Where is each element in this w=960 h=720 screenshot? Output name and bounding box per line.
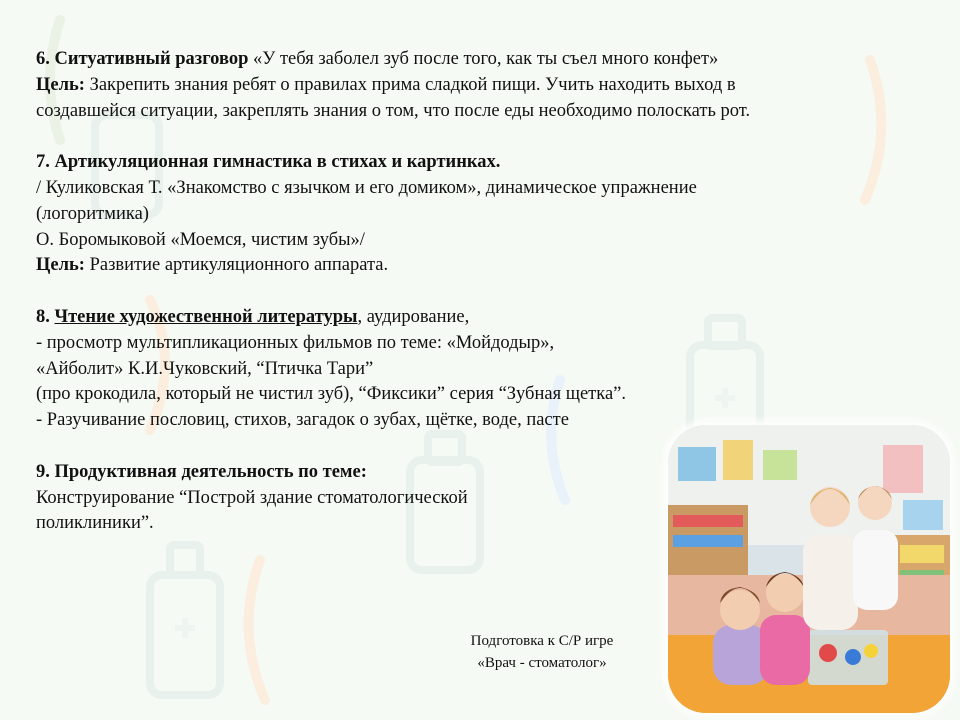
- caption-line1: Подготовка к С/Р игре: [470, 633, 614, 649]
- child-figure: [803, 487, 858, 630]
- section-7-heading: 7. Артикуляционная гимнастика в стихах и картинках.: [36, 152, 501, 173]
- section-8-line3: «Айболит» К.И.Чуковский, “Птичка Тари”: [36, 358, 374, 379]
- section-6-goal-line2: создавшейся ситуации, закреплять знания о том, что после еды необходимо полоскать рот.: [36, 100, 751, 121]
- section-6-goal-line1: Цель: Закрепить знания ребят о правилах прима сладкой пищи. Учить находить выход в: [36, 74, 736, 95]
- section-8-heading: Чтение художественной литературы: [54, 306, 358, 327]
- section-7-line1: / Куликовская Т. «Знакомство с язычком и его домиком», динамическое упражнение: [36, 177, 697, 198]
- section-6-quote: «У тебя заболел зуб после того, как ты съел много конфет»: [253, 49, 719, 69]
- section-8-line2: - просмотр мультипликационных фильмов по теме: «Мойдодыр»,: [36, 332, 555, 353]
- section-7-line2: (логоритмика): [36, 203, 149, 224]
- section-8-line5: - Разучивание пословиц, стихов, загадок о зубах, щётке, воде, пасте: [36, 410, 569, 431]
- section-8-line4: (про крокодила, который не чистил зуб), “Фиксики” серия “Зубная щетка”.: [36, 384, 627, 405]
- section-6-heading-line: 6. Ситуативный разговор «У тебя заболел зуб после того, как ты съел много конфет»: [36, 49, 719, 69]
- section-7-goal: Цель: Развитие артикуляционного аппарата.: [36, 255, 389, 276]
- child-figure: [853, 486, 898, 610]
- child-figure: [760, 572, 810, 685]
- photo-caption: [436, 630, 648, 674]
- section-9-line2: поликлиники”.: [36, 513, 154, 534]
- section-9-line1: Конструирование “Построй здание стоматологической: [36, 487, 468, 508]
- section-8-heading-line: 8. Чтение художественной литературы, аудирование,: [36, 306, 470, 327]
- photo-illustration: [668, 425, 950, 713]
- section-9-heading: 9. Продуктивная деятельность по теме:: [36, 461, 367, 482]
- section-7-line3: О. Боромыковой «Моемся, чистим зубы»/: [36, 229, 365, 250]
- children-photo: [668, 425, 950, 713]
- section-6-heading: Ситуативный разговор: [54, 49, 249, 69]
- caption-line2: «Врач - стоматолог»: [477, 655, 607, 671]
